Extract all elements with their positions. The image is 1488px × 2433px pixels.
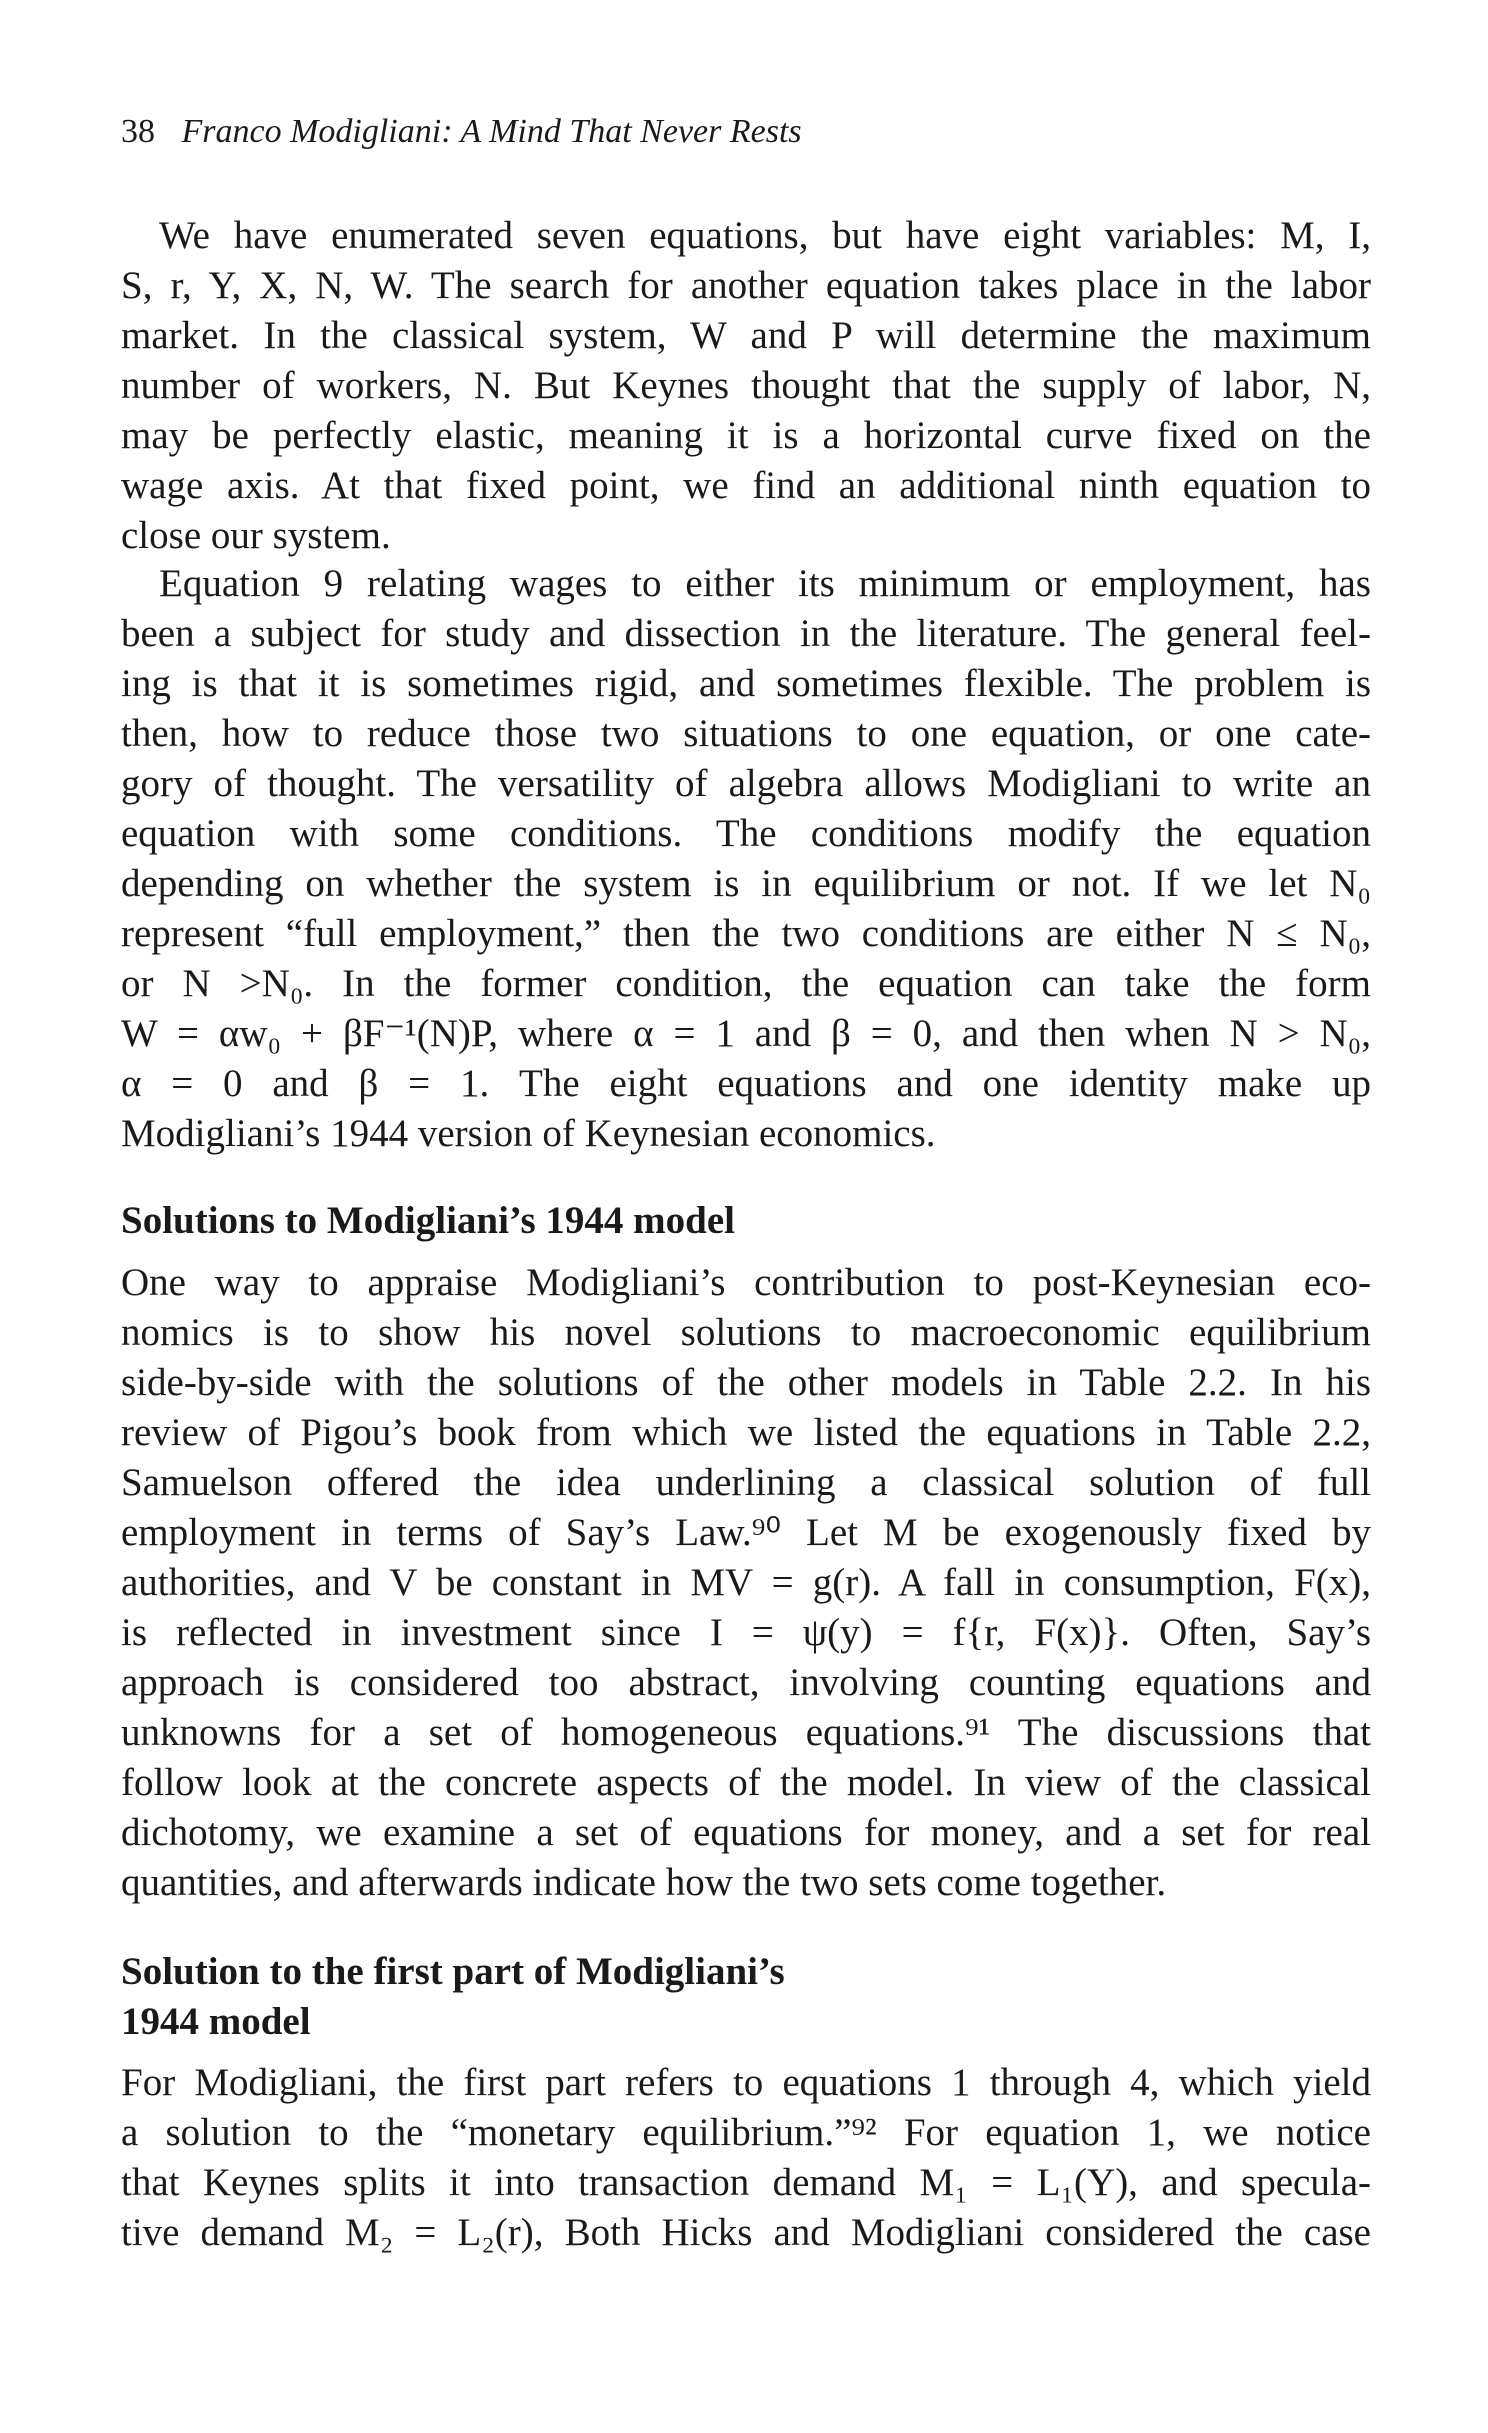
text-line: then, how to reduce those two situations to one equation, or one cate- bbox=[121, 712, 1371, 755]
text-line: close our system. bbox=[121, 514, 391, 557]
text-line: side-by-side with the solutions of the other models in Table 2.2. In his bbox=[121, 1361, 1371, 1404]
paragraph bbox=[121, 559, 1371, 1159]
section-heading bbox=[121, 1196, 1371, 1246]
text-line: authorities, and V be constant in MV = g(r). A fall in consumption, F(x), bbox=[121, 1561, 1371, 1604]
text-line: Modigliani’s 1944 version of Keynesian economics. bbox=[121, 1112, 936, 1155]
text-line: is reflected in investment since I = ψ(y) = f{r, F(x)}. Often, Say’s bbox=[121, 1611, 1371, 1654]
text-line: Samuelson offered the idea underlining a classical solution of full bbox=[121, 1461, 1371, 1504]
text-line: depending on whether the system is in equilibrium or not. If we let N₀ bbox=[121, 862, 1371, 905]
text-line: We have enumerated seven equations, but have eight variables: M, I, bbox=[159, 214, 1371, 257]
text-line: wage axis. At that fixed point, we find an additional ninth equation to bbox=[121, 464, 1371, 507]
text-line: One way to appraise Modigliani’s contribution to post-Keynesian eco- bbox=[121, 1261, 1371, 1304]
text-line: tive demand M₂ = L₂(r), Both Hicks and Modigliani considered the case bbox=[121, 2211, 1371, 2254]
text-line: ing is that it is sometimes rigid, and sometimes flexible. The problem is bbox=[121, 662, 1371, 705]
book-title: Franco Modigliani: A Mind That Never Rests bbox=[181, 113, 802, 150]
text-line: a solution to the “monetary equilibrium.”⁹² For equation 1, we notice bbox=[121, 2111, 1371, 2154]
text-line: unknowns for a set of homogeneous equations.⁹¹ The discussions that bbox=[121, 1711, 1371, 1754]
text-line: dichotomy, we examine a set of equations for money, and a set for real bbox=[121, 1811, 1371, 1854]
page-number: 38 bbox=[121, 113, 155, 150]
text-line: employment in terms of Say’s Law.⁹⁰ Let M be exogenously fixed by bbox=[121, 1511, 1371, 1554]
running-head bbox=[121, 112, 802, 152]
text-line: gory of thought. The versatility of algebra allows Modigliani to write an bbox=[121, 762, 1371, 805]
text-line: quantities, and afterwards indicate how the two sets come together. bbox=[121, 1861, 1167, 1904]
text-line: represent “full employment,” then the two conditions are either N ≤ N₀, bbox=[121, 912, 1371, 955]
paragraph bbox=[121, 1258, 1371, 1908]
section-heading bbox=[121, 1947, 1371, 2047]
text-line: or N >N₀. In the former condition, the equation can take the form bbox=[121, 962, 1371, 1005]
text-line: approach is considered too abstract, involving counting equations and bbox=[121, 1661, 1371, 1704]
text-line: W = αw₀ + βF⁻¹(N)P, where α = 1 and β = 0, and then when N > N₀, bbox=[121, 1012, 1371, 1055]
text-line: 1944 model bbox=[121, 2000, 311, 2043]
paragraph bbox=[121, 2058, 1371, 2258]
text-line: number of workers, N. But Keynes thought that the supply of labor, N, bbox=[121, 364, 1371, 407]
text-line: Equation 9 relating wages to either its minimum or employment, has bbox=[159, 562, 1371, 605]
text-line: Solutions to Modigliani’s 1944 model bbox=[121, 1199, 735, 1242]
text-line: market. In the classical system, W and P will determine the maximum bbox=[121, 314, 1371, 357]
text-line: follow look at the concrete aspects of the model. In view of the classical bbox=[121, 1761, 1371, 1804]
text-line: review of Pigou’s book from which we listed the equations in Table 2.2, bbox=[121, 1411, 1371, 1454]
text-line: S, r, Y, X, N, W. The search for another equation takes place in the labor bbox=[121, 264, 1371, 307]
text-line: Solution to the first part of Modigliani’s bbox=[121, 1950, 785, 1993]
text-line: that Keynes splits it into transaction demand M₁ = L₁(Y), and specula- bbox=[121, 2161, 1371, 2204]
text-line: α = 0 and β = 1. The eight equations and one identity make up bbox=[121, 1062, 1371, 1105]
text-line: may be perfectly elastic, meaning it is a horizontal curve fixed on the bbox=[121, 414, 1371, 457]
paragraph bbox=[121, 211, 1371, 561]
text-line: For Modigliani, the first part refers to equations 1 through 4, which yield bbox=[121, 2061, 1371, 2104]
text-line: been a subject for study and dissection in the literature. The general feel- bbox=[121, 612, 1371, 655]
text-line: nomics is to show his novel solutions to macroeconomic equilibrium bbox=[121, 1311, 1371, 1354]
text-line: equation with some conditions. The conditions modify the equation bbox=[121, 812, 1371, 855]
